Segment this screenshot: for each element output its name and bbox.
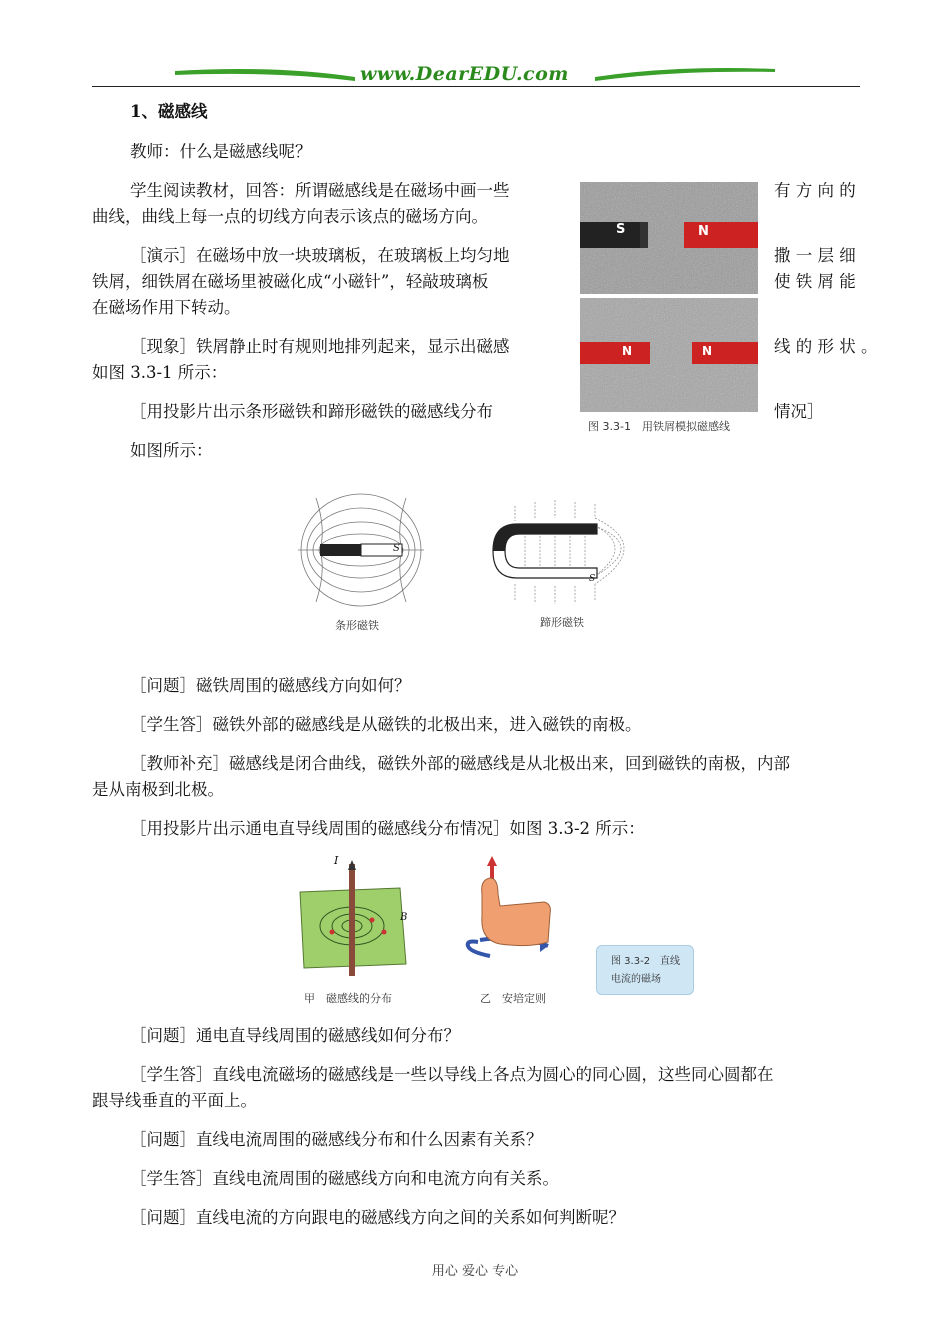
figure-caption-box (596, 945, 694, 995)
text-line: 在磁场作用下转动。 (92, 298, 241, 317)
figure-caption: 乙 安培定则 (480, 992, 546, 1005)
figure-caption-line: 电流的磁场 (611, 974, 661, 985)
text-line: 撒 一 层 细 (774, 246, 856, 265)
current-label-i: I (334, 854, 339, 867)
text-line: 如图 3.3-1 所示： (92, 363, 228, 382)
field-label-b: B (400, 912, 408, 923)
text-line: 学生阅读教材，回答：所谓磁感线是在磁场中画一些 (130, 181, 510, 200)
wire-field-plane (296, 856, 416, 976)
text-line: ［问题］通电直导线周围的磁感线如何分布？ (130, 1026, 460, 1045)
bar-magnet-field-lines (296, 488, 426, 608)
text-line: ［演示］在磁场中放一块玻璃板，在玻璃板上均匀地 (130, 246, 510, 265)
text-line: 线 的 形 状 。 (774, 337, 878, 356)
text-line: ［问题］磁铁周围的磁感线方向如何？ (130, 676, 411, 695)
wire-field-diagram (296, 856, 416, 976)
text-line: 如图所示： (130, 441, 213, 460)
text-line: ［用投影片出示条形磁铁和蹄形磁铁的磁感线分布 (130, 402, 493, 421)
horseshoe-magnet-field-lines (485, 496, 650, 608)
iron-filings-figure (580, 182, 758, 412)
text-line: ［问题］直线电流的方向跟电的磁感线方向之间的关系如何判断呢？ (130, 1208, 625, 1227)
text-line: 使 铁 屑 能 (774, 272, 856, 291)
text-line: 是从南极到北极。 (92, 780, 224, 799)
pole-label-n: N (702, 344, 713, 358)
pole-label-s: S (393, 543, 400, 554)
text-line: 跟导线垂直的平面上。 (92, 1091, 257, 1110)
page-footer: 用心 爱心 专心 (431, 1264, 519, 1279)
text-line: 教师：什么是磁感线呢？ (130, 142, 312, 161)
pole-label-n: N (622, 344, 633, 358)
text-line: 有 方 向 的 (774, 181, 856, 200)
text-line: ［用投影片出示通电直导线周围的磁感线分布情况］如图 3.3-2 所示： (130, 819, 645, 838)
thumb-hand-illustration (460, 856, 560, 971)
figure-caption: 图 3.3-1 用铁屑模拟磁感线 (588, 420, 730, 433)
bar-magnet-field-diagram (296, 488, 426, 608)
text-line: 曲线，曲线上每一点的切线方向表示该点的磁场方向。 (92, 207, 488, 226)
figure-caption: 条形磁铁 (335, 619, 379, 632)
text-line: 铁屑，细铁屑在磁场里被磁化成“小磁针”，轻敲玻璃板 (92, 272, 489, 291)
text-line: ［问题］直线电流周围的磁感线分布和什么因素有关系？ (130, 1130, 543, 1149)
figure-caption-line: 图 3.3-2 直线 (611, 956, 681, 967)
pole-label-s: S (616, 222, 626, 237)
text-line: ［教师补充］磁感线是闭合曲线，磁铁外部的磁感线是从北极出来，回到磁铁的南极，内部 (130, 754, 790, 773)
header-site-name[interactable]: www.DearEDU.com (360, 63, 569, 85)
text-line: ［现象］铁屑静止时有规则地排列起来，显示出磁感 (130, 337, 510, 356)
text-line: ［学生答］磁铁外部的磁感线是从磁铁的北极出来，进入磁铁的南极。 (130, 715, 642, 734)
text-line: ［学生答］直线电流磁场的磁感线是一些以导线上各点为圆心的同心圆，这些同心圆都在 (130, 1065, 774, 1084)
pole-label-n: N (698, 224, 709, 239)
text-line: ［学生答］直线电流周围的磁感线方向和电流方向有关系。 (130, 1169, 559, 1188)
figure-caption: 蹄形磁铁 (540, 616, 584, 629)
figure-caption: 甲 磁感线的分布 (304, 992, 392, 1005)
text-line: 情况］ (774, 402, 824, 421)
horseshoe-magnet-field-diagram (485, 496, 650, 608)
header-rule (92, 86, 860, 87)
right-hand-rule-diagram (460, 856, 560, 971)
section-title: 1、磁感线 (130, 102, 208, 121)
pole-label-s: S (589, 574, 596, 584)
iron-filings-photo (580, 182, 758, 412)
